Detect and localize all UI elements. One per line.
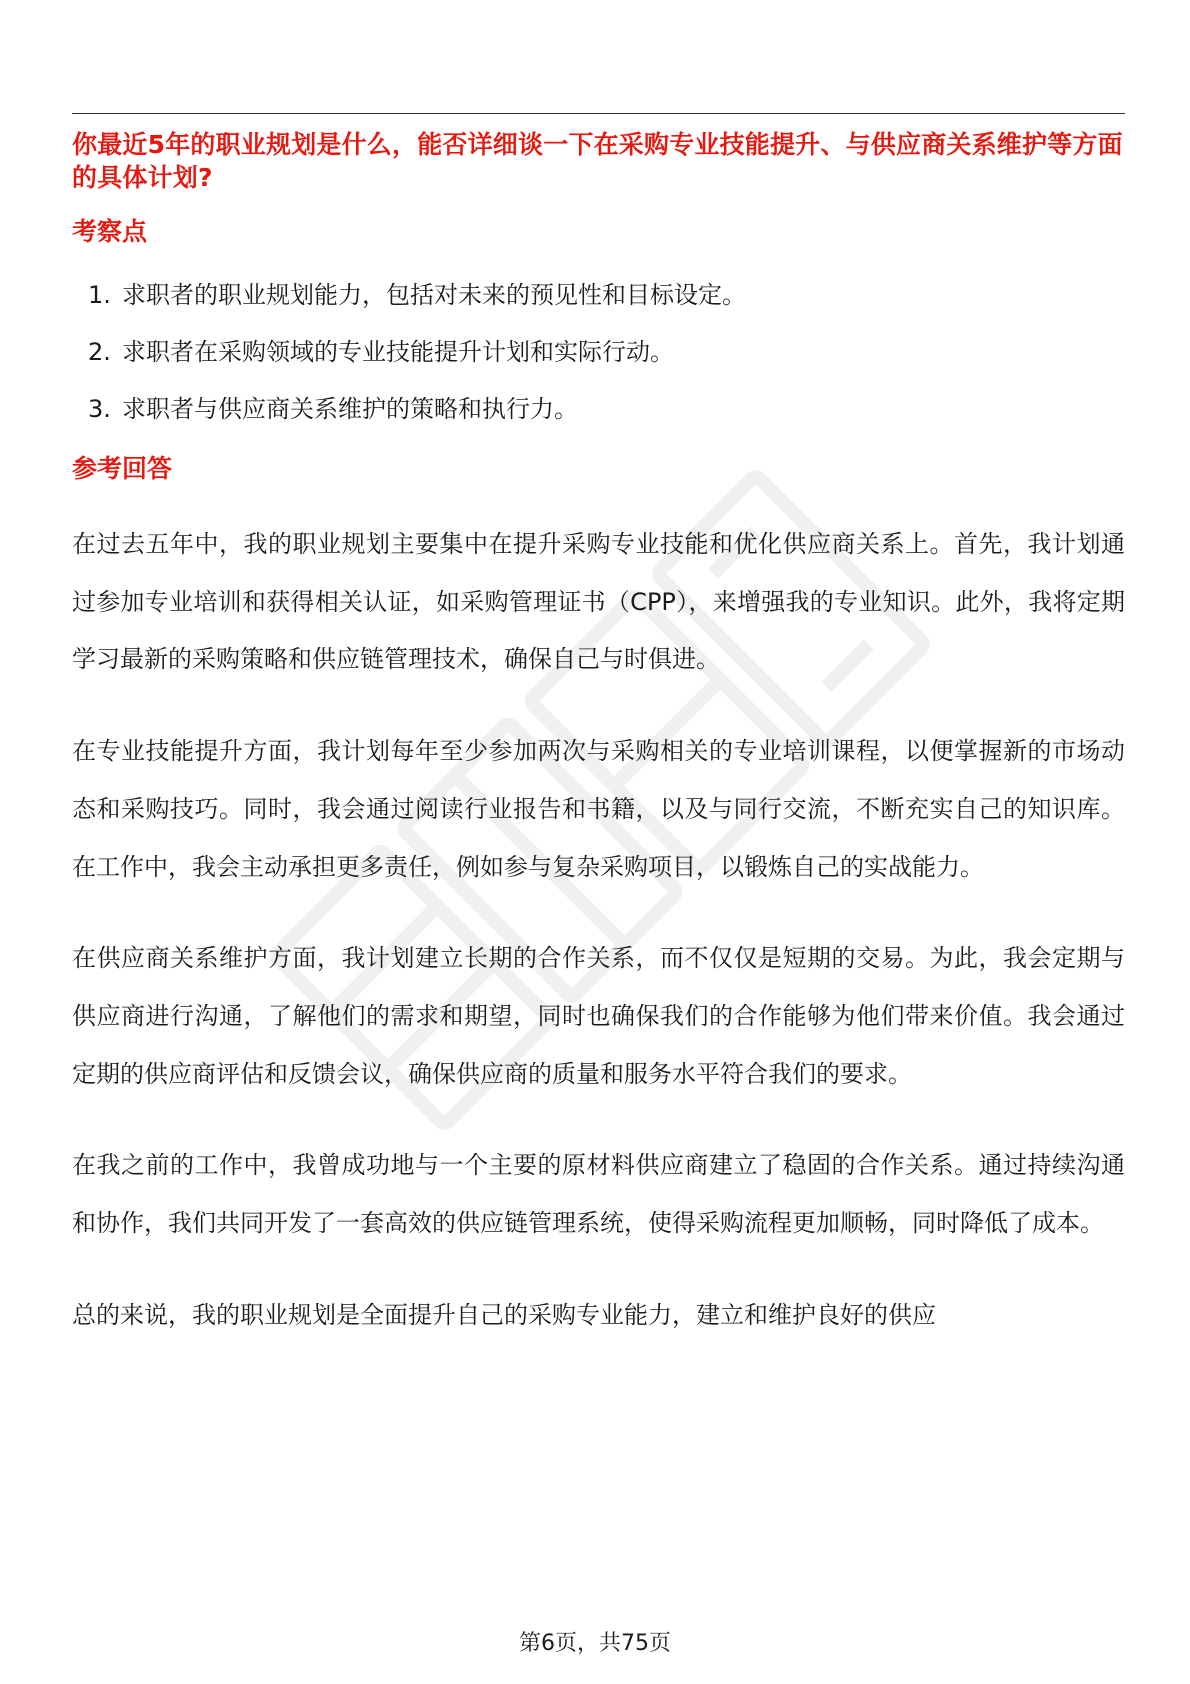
list-item-number: 3. bbox=[88, 395, 111, 423]
page-number: 第6页，共75页 bbox=[519, 1631, 671, 1656]
list-item bbox=[72, 279, 1125, 311]
list-item-number: 2. bbox=[88, 338, 111, 366]
list-item bbox=[72, 336, 1125, 368]
points-heading: 考察点 bbox=[72, 217, 148, 246]
answer-paragraph: 在供应商关系维护方面，我计划建立长期的合作关系，而不仅仅是短期的交易。为此，我会定期与供应商进行沟通，了解他们的需求和期望，同时也确保我们的合作能够为他们带来价值。我会通过定期的供应商评估和反馈会议，确保供应商的质量和服务水平符合我们的要求。 bbox=[72, 944, 1125, 1088]
list-item-text: 求职者与供应商关系维护的策略和执行力。 bbox=[122, 395, 578, 423]
answer-heading: 参考回答 bbox=[72, 454, 173, 483]
answer-body bbox=[72, 516, 1125, 1344]
list-item-text: 求职者在采购领域的专业技能提升计划和实际行动。 bbox=[122, 338, 674, 366]
question-title: 你最近5年的职业规划是什么，能否详细谈一下在采购专业技能提升、与供应商关系维护等方面的具体计划? bbox=[72, 130, 1123, 192]
list-item bbox=[72, 393, 1125, 425]
main-content bbox=[72, 128, 1125, 1378]
answer-paragraph: 在过去五年中，我的职业规划主要集中在提升采购专业技能和优化供应商关系上。首先，我计划通过参加专业培训和获得相关认证，如采购管理证书（CPP），来增强我的专业知识。此外，我将定期学习最新的采购策略和供应链管理技术，确保自己与时俱进。 bbox=[72, 530, 1125, 674]
list-item-number: 1. bbox=[88, 281, 111, 309]
answer-paragraph: 在专业技能提升方面，我计划每年至少参加两次与采购相关的专业培训课程，以便掌握新的市场动态和采购技巧。同时，我会通过阅读行业报告和书籍，以及与同行交流，不断充实自己的知识库。在工作中，我会主动承担更多责任，例如参与复杂采购项目，以锻炼自己的实战能力。 bbox=[72, 737, 1125, 881]
header-divider bbox=[72, 113, 1125, 114]
points-list bbox=[72, 279, 1125, 425]
answer-paragraph: 总的来说，我的职业规划是全面提升自己的采购专业能力，建立和维护良好的供应 bbox=[72, 1300, 936, 1329]
list-item-text: 求职者的职业规划能力，包括对未来的预见性和目标设定。 bbox=[122, 281, 746, 309]
answer-paragraph: 在我之前的工作中，我曾成功地与一个主要的原材料供应商建立了稳固的合作关系。通过持续沟通和协作，我们共同开发了一套高效的供应链管理系统，使得采购流程更加顺畅，同时降低了成本。 bbox=[72, 1151, 1125, 1238]
